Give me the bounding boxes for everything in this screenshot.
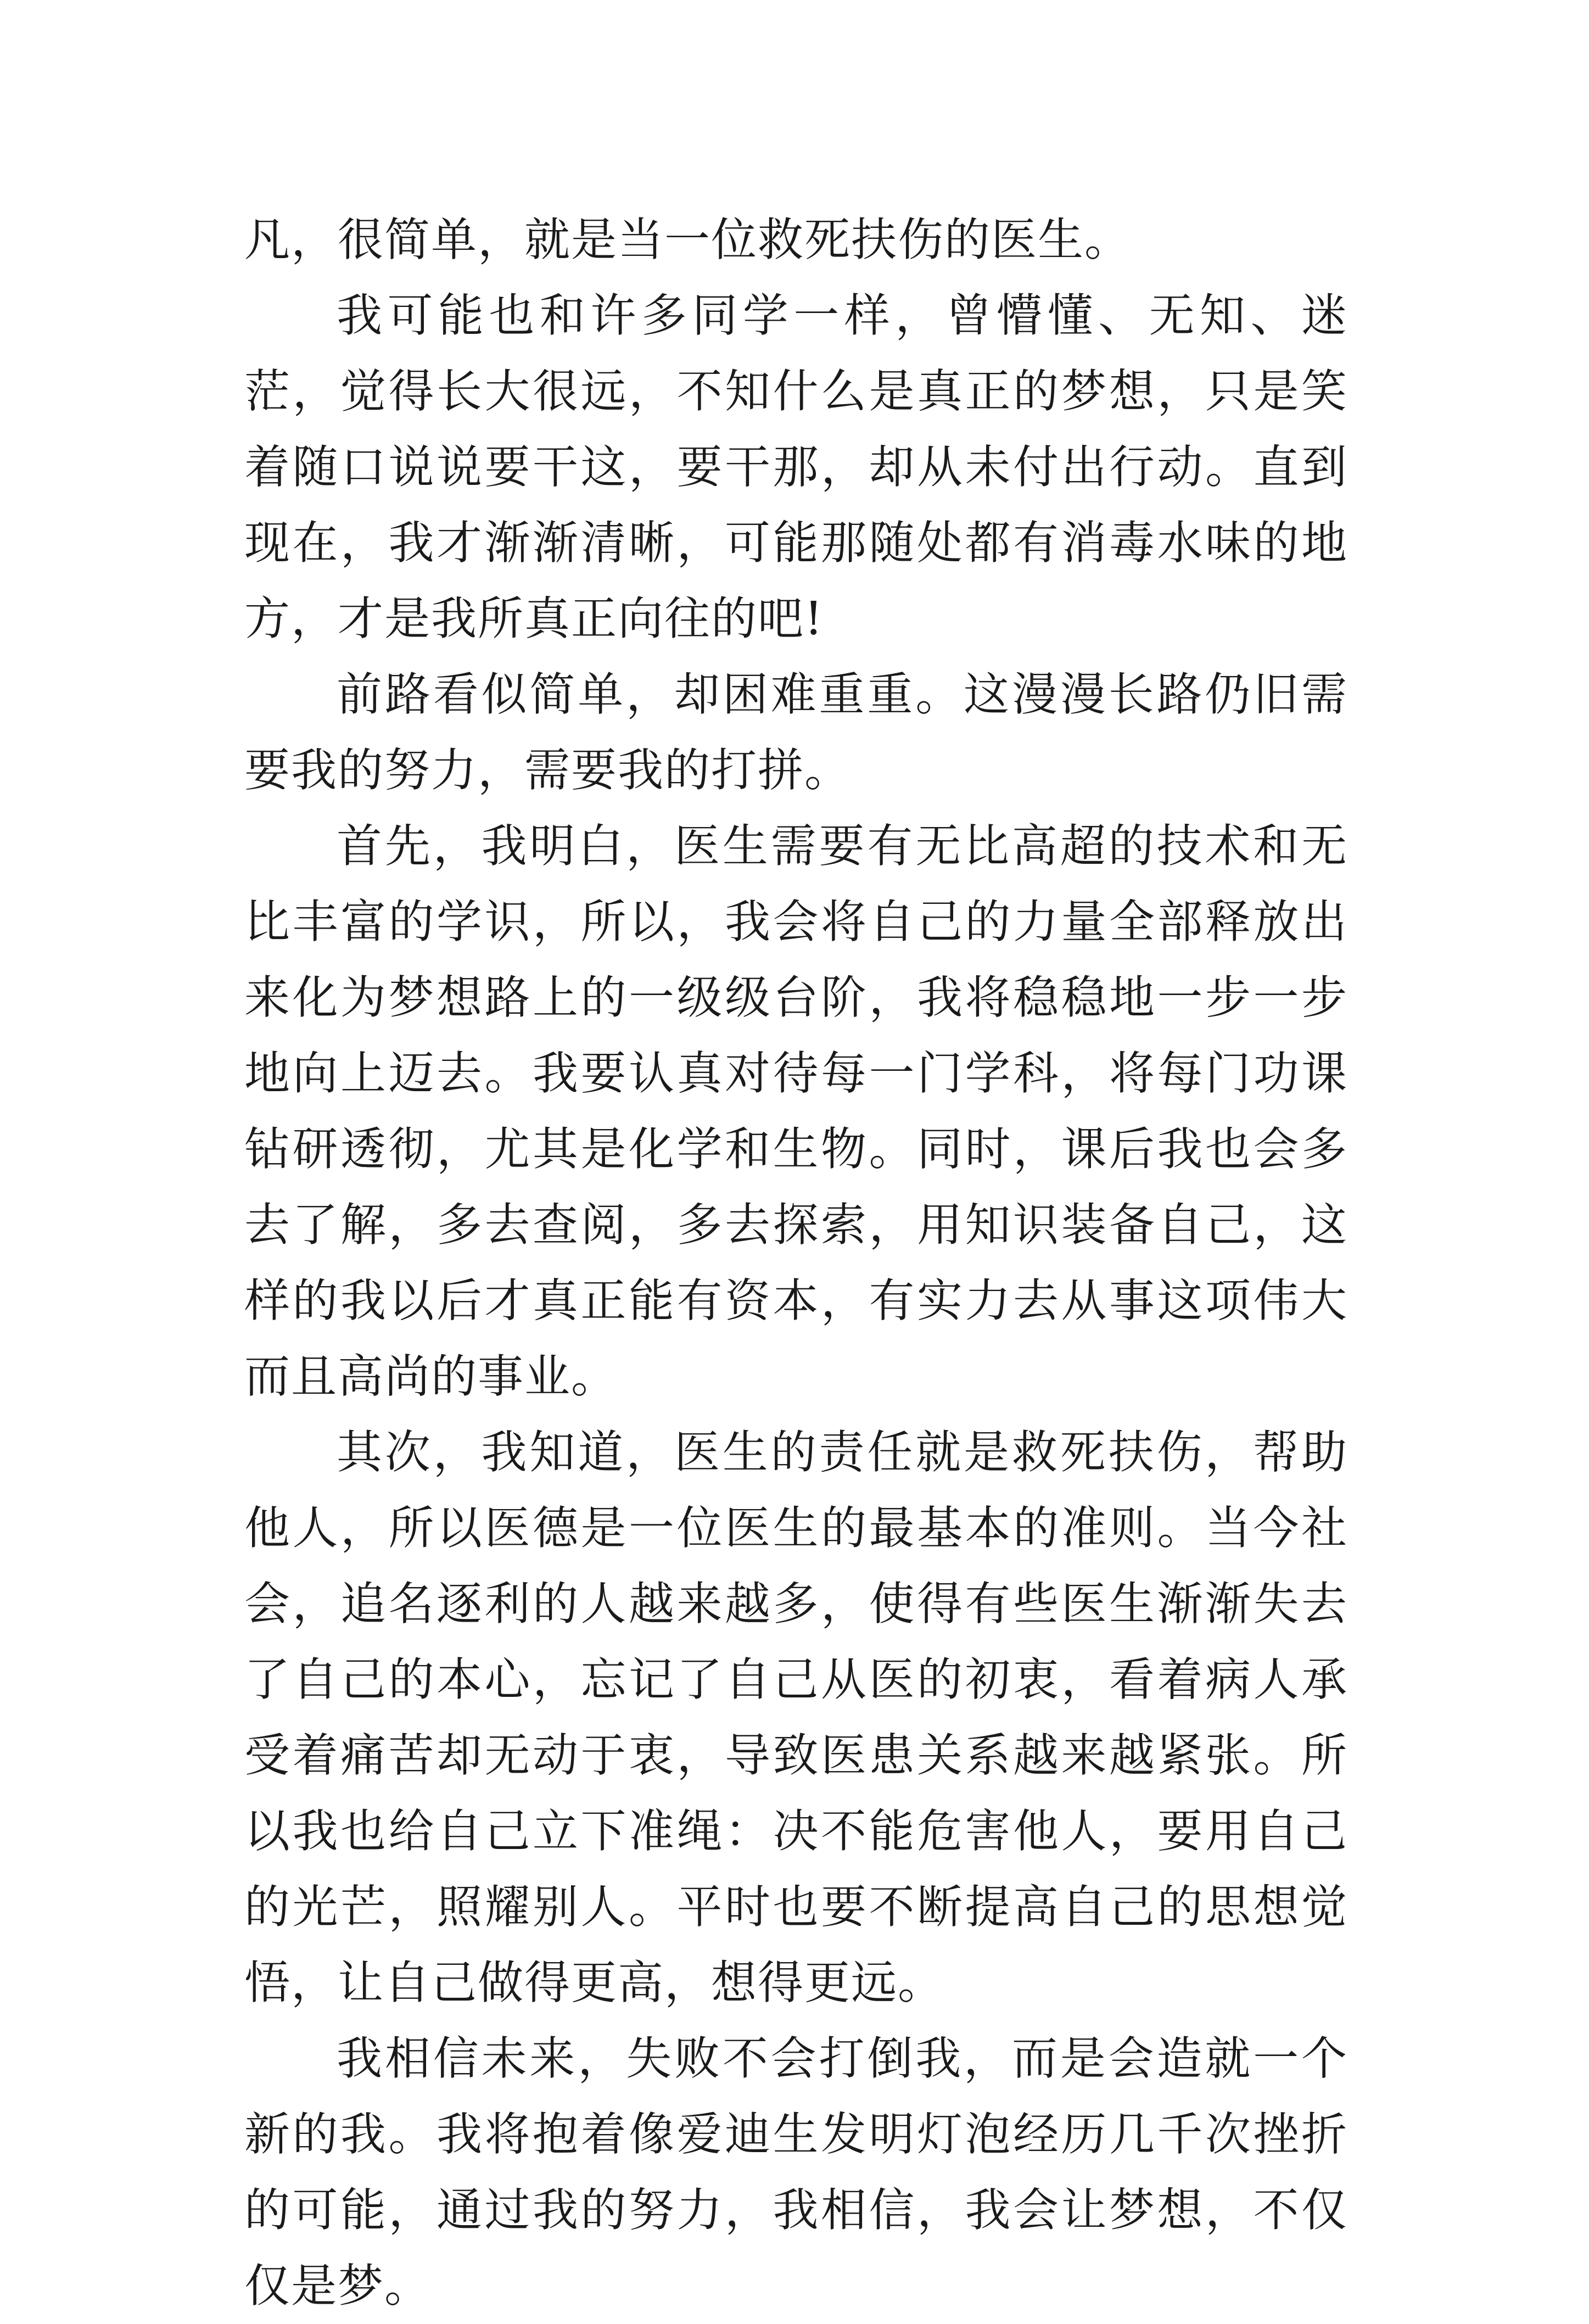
paragraph: 其次，我知道，医生的责任就是救死扶伤，帮助他人，所以医德是一位医生的最基本的准则。当今社会，追名逐利的人越来越多，使得有些医生渐渐失去了自己的本心，忘记了自己从医的初衷，看着病人承受着痛苦却无动于衷，导致医患关系越来越紧张。所以我也给自己立下准绳：决不能危害他人，要用自己的光芒，照耀别人。平时也要不断提高自己的思想觉悟，让自己做得更高，想得更远。 <box>244 1426 1348 2009</box>
body-text <box>244 202 1348 2324</box>
paragraph: 我相信未来，失败不会打倒我，而是会造就一个新的我。我将抱着像爱迪生发明灯泡经历几千次挫折的可能，通过我的努力，我相信，我会让梦想，不仅仅是梦。 <box>244 2032 1348 2312</box>
paragraph: 我可能也和许多同学一样，曾懵懂、无知、迷茫，觉得长大很远，不知什么是真正的梦想，只是笑着随口说说要干这，要干那，却从未付出行动。直到现在，我才渐渐清晰，可能那随处都有消毒水味的地方，才是我所真正向往的吧! <box>244 289 1348 645</box>
paragraph-continuation: 凡，很简单，就是当一位救死扶伤的医生。 <box>244 213 1131 266</box>
paragraph: 首先，我明白，医生需要有无比高超的技术和无比丰富的学识，所以，我会将自己的力量全部释放出来化为梦想路上的一级级台阶，我将稳稳地一步一步地向上迈去。我要认真对待每一门学科，将每门功课钻研透彻，尤其是化学和生物。同时，课后我也会多去了解，多去查阅，多去探索，用知识装备自己，这样的我以后才真正能有资本，有实力去从事这项伟大而且高尚的事业。 <box>244 819 1348 1403</box>
paragraph: 前路看似简单，却困难重重。这漫漫长路仍旧需要我的努力，需要我的打拼。 <box>244 668 1348 797</box>
